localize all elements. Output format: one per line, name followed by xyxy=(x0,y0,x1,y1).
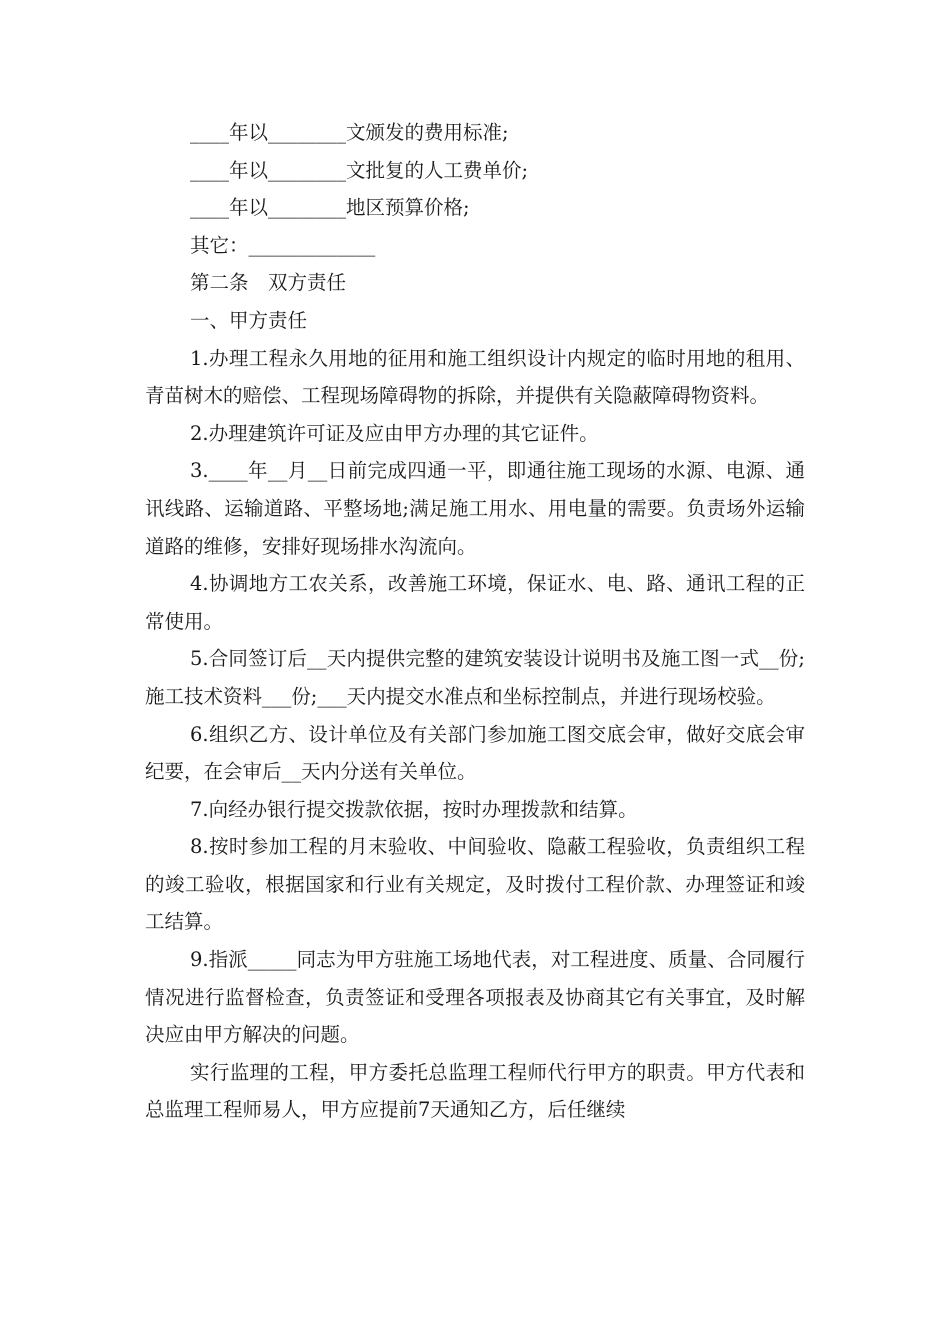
paragraph-regional-budget-price: ____年以________地区预算价格; xyxy=(190,196,470,220)
clause-8: 8.按时参加工程的月末验收、中间验收、隐蔽工程验收，负责组织工程的竣工验收，根据国家和行业有关规定，及时拨付工程价款、办理签证和竣工结算。 xyxy=(145,835,805,934)
paragraph-fee-standard: ____年以________文颁发的费用标准; xyxy=(190,121,509,144)
clause-4: 4.协调地方工农关系，改善施工环境，保证水、电、路、通讯工程的正常使用。 xyxy=(145,572,805,633)
paragraph-other: 其它：_____________ xyxy=(190,233,376,257)
paragraph-supervision: 实行监理的工程，甲方委托总监理工程师代行甲方的职责。甲方代表和总监理工程师易人，甲方应提前7天通知乙方，后任继续 xyxy=(145,1060,805,1122)
paragraph-labor-unit-price: ____年以________文批复的人工费单价; xyxy=(190,158,529,182)
section-heading: 一、甲方责任 xyxy=(190,308,308,332)
clause-9: 9.指派_____同志为甲方驻施工场地代表，对工程进度、质量、合同履行情况进行监督检查，负责签证和受理各项报表及协商其它有关事宜，及时解决应由甲方解决的问题。 xyxy=(145,948,805,1047)
clause-6: 6.组织乙方、设计单位及有关部门参加施工图交底会审，做好交底会审纪要，在会审后__天内分送有关单位。 xyxy=(145,722,805,784)
document-body xyxy=(145,114,805,1129)
clause-5: 5.合同签订后__天内提供完整的建筑安装设计说明书及施工图一式__份;施工技术资料___份;___天内提交水准点和坐标控制点，并进行现场校验。 xyxy=(145,647,805,708)
article-heading: 第二条 双方责任 xyxy=(190,271,347,295)
clause-3: 3.____年__月__日前完成四通一平，即通往施工现场的水源、电源、通讯线路、运输道路、平整场地;满足施工用水、用电量的需要。负责场外运输道路的维修，安排好现场排水沟流向。 xyxy=(145,459,805,558)
clause-7: 7.向经办银行提交拨款依据，按时办理拨款和结算。 xyxy=(190,797,638,821)
clause-1: 1.办理工程永久用地的征用和施工组织设计内规定的临时用地的租用、青苗树木的赔偿、工程现场障碍物的拆除，并提供有关隐蔽障碍物资料。 xyxy=(145,346,805,408)
clause-2: 2.办理建筑许可证及应由甲方办理的其它证件。 xyxy=(190,421,599,445)
